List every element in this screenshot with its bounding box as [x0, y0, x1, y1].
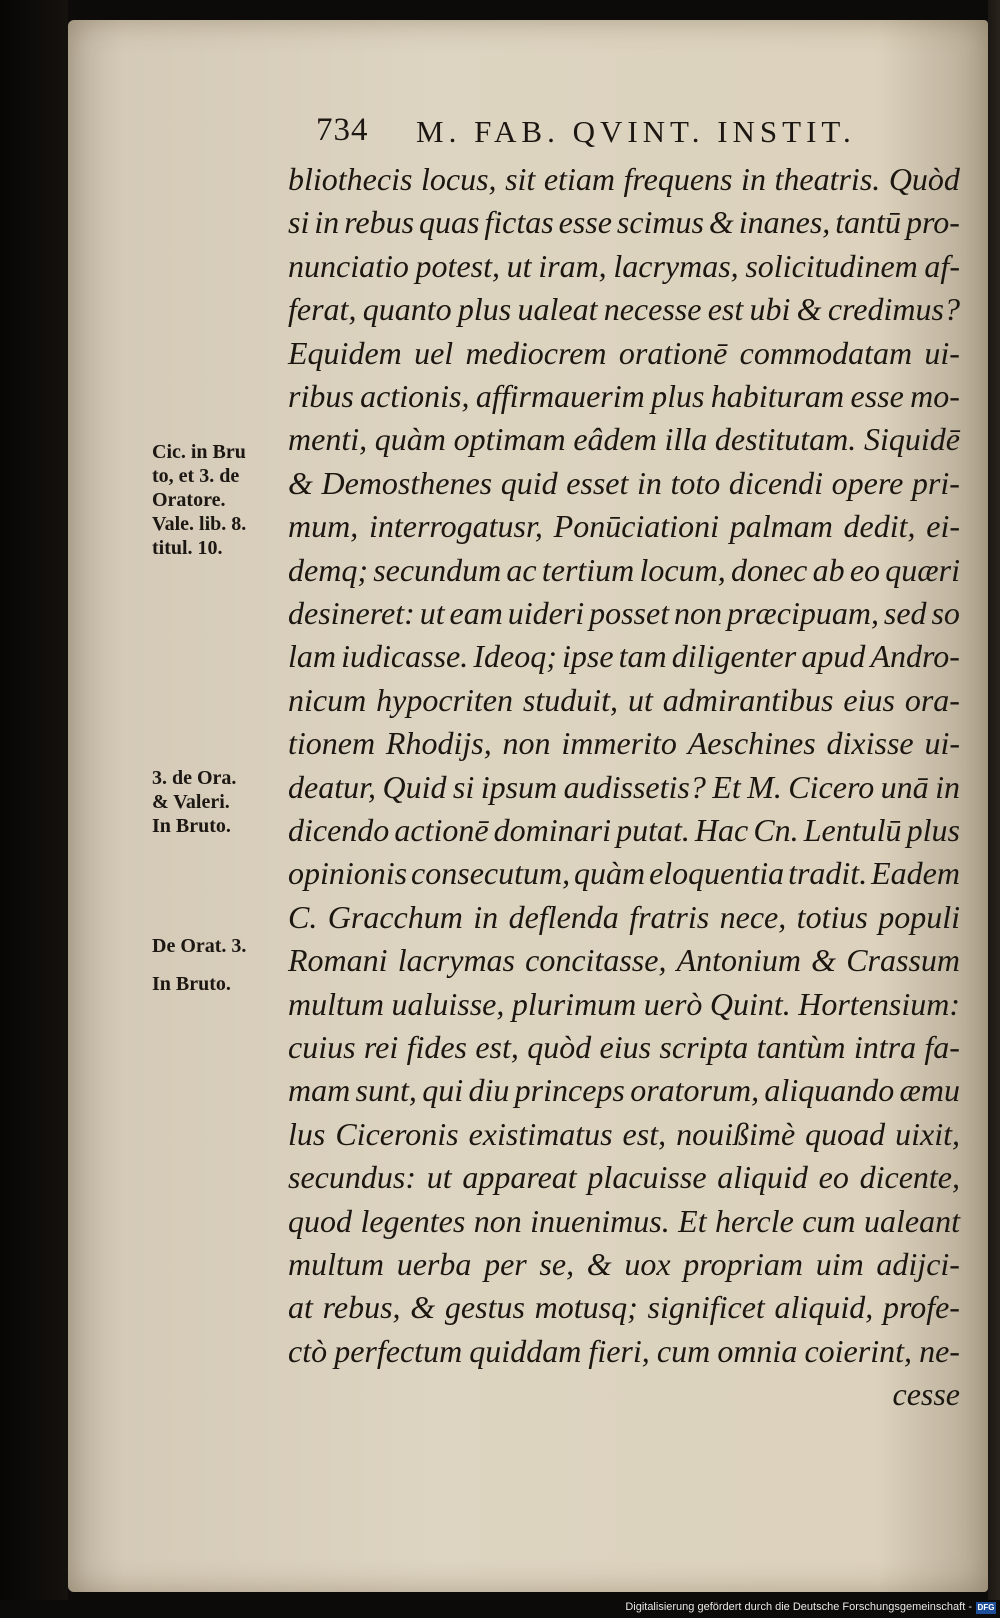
text-line: ribus actionis, affirmauerim plus habituram esse mo-: [288, 378, 960, 414]
text-line: opinionis consecutum, quàm eloquentia tradit. Eadem: [288, 855, 960, 892]
margin-note-line: 3. de Ora.: [152, 767, 237, 789]
text-line: desineret: ut eam uideri posset non præcipuam, sed so: [288, 595, 960, 631]
text-line: tionem Rhodijs, non immerito Aeschines dixisse ui-: [288, 725, 960, 762]
text-line: secundus: ut appareat placuisse aliquid eo dicente,: [288, 1159, 960, 1196]
text-line: ferat, quanto plus ualeat necesse est ubi & credimus?: [288, 291, 960, 328]
margin-note-line: & Valeri.: [152, 791, 230, 813]
text-line: menti, quàm optimam eâdem illa destitutam. Siquidē: [288, 421, 960, 458]
text-line: demq; secundum ac tertium locum, donec ab eo quæri: [288, 551, 960, 588]
footer-credit: Digitalisierung gefördert durch die Deutsche Forschungsgemeinschaft -: [625, 1601, 972, 1613]
margin-note-line: titul. 10.: [152, 537, 223, 559]
text-line: dicendo actionē dominari putat. Hac Cn. Lentulū plus: [288, 812, 960, 848]
text-line: multum uerba per se, & uox propriam uim adijci-: [288, 1246, 960, 1282]
margin-note-line: In Bruto.: [152, 815, 231, 837]
text-line: mum, interrogatusr, Ponūciationi palmam dedit, ei-: [288, 508, 960, 545]
text-line: Romani lacrymas concitasse, Antonium & Crassum: [288, 942, 960, 979]
margin-note-line: De Orat. 3.: [152, 935, 247, 957]
page-header: [316, 112, 916, 156]
page-number: 734: [316, 112, 369, 148]
margin-note-line: In Bruto.: [152, 973, 231, 995]
book-edge: [988, 0, 1000, 1618]
text-line: C. Gracchum in deflenda fratris nece, totius populi: [288, 898, 960, 935]
text-line: mam sunt, qui diu princeps oratorum, aliquando æmu: [288, 1072, 960, 1109]
margin-note: [152, 934, 282, 996]
margin-note-line: to, et 3. de: [152, 465, 240, 487]
text-line: cesse: [892, 1376, 960, 1413]
text-line: Equidem uel mediocrem orationē commodatam ui-: [288, 334, 960, 371]
text-line: si in rebus quas fictas esse scimus & inanes, tantū pro-: [288, 204, 960, 241]
margin-note: [152, 440, 282, 560]
text-line: bliothecis locus, sit etiam frequens in theatris. Quòd: [288, 161, 960, 197]
text-line: lam iudicasse. Ideoq; ipse tam diligenter apud Andro-: [288, 638, 960, 675]
text-line: & Demosthenes quid esset in toto dicendi opere pri-: [288, 464, 960, 501]
text-line: quod legentes non inuenimus. Et hercle cum ualeant: [288, 1202, 960, 1239]
text-line: nunciatio potest, ut iram, lacrymas, solicitudinem af-: [288, 247, 960, 284]
running-title: M. FAB. QVINT. INSTIT.: [416, 114, 856, 149]
text-line: lus Ciceronis existimatus est, nouißimè quoad uixit,: [288, 1115, 960, 1152]
text-line: ctò perfectum quiddam fieri, cum omnia coierint, ne-: [288, 1332, 960, 1369]
margin-note-line: Cic. in Bru: [152, 441, 246, 463]
book-gutter-shadow: [0, 0, 68, 1618]
margin-note-line: Vale. lib. 8.: [152, 513, 247, 535]
text-line: cuius rei fides est, quòd eius scripta tantùm intra fa-: [288, 1029, 960, 1065]
text-line: nicum hypocriten studuit, ut admirantibus eius ora-: [288, 681, 960, 718]
margin-note: [152, 766, 282, 838]
text-line: deatur, Quid si ipsum audissetis? Et M. Cicero unā in: [288, 768, 960, 805]
text-line: multum ualuisse, plurimum uerò Quint. Hortensium:: [288, 985, 960, 1022]
margin-note-line: Oratore.: [152, 489, 226, 511]
text-line: at rebus, & gestus motusq; significet aliquid, profe-: [288, 1289, 960, 1326]
dfg-logo: DFG: [977, 1603, 995, 1612]
